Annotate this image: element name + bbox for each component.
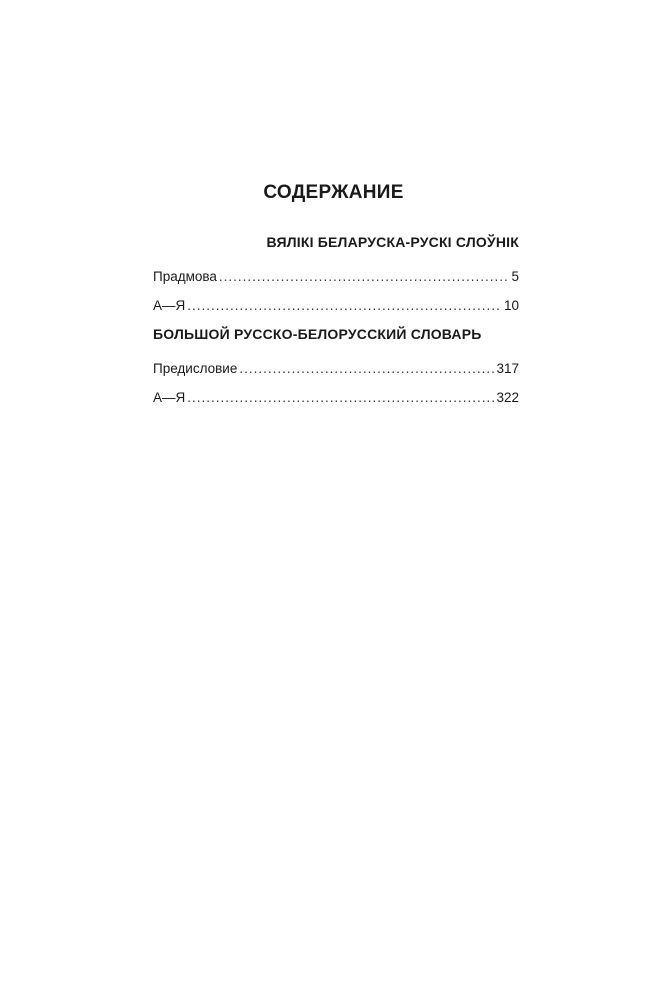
dot-leader xyxy=(219,265,510,289)
toc-entry-label: Предисловие xyxy=(153,361,238,376)
page-title: СОДЕРЖАНИЕ xyxy=(263,182,404,203)
toc-entry-page-number: 5 xyxy=(511,269,519,284)
dot-leader xyxy=(187,386,494,410)
toc-entry-label: А—Я xyxy=(153,298,186,313)
section-heading-russian-belarusian: БОЛЬШОЙ РУССКО-БЕЛОРУССКИЙ СЛОВАРЬ xyxy=(153,326,482,342)
toc-entry[interactable] xyxy=(153,386,519,410)
toc-entry-label: Прадмова xyxy=(153,269,217,284)
dot-leader xyxy=(187,294,502,318)
dot-leader xyxy=(239,357,494,381)
toc-entry[interactable] xyxy=(153,265,519,289)
toc-entry[interactable] xyxy=(153,294,519,318)
toc-entry-page-number: 322 xyxy=(496,390,519,405)
toc-entry-page-number: 317 xyxy=(496,361,519,376)
table-of-contents xyxy=(153,230,519,410)
toc-entry-label: А—Я xyxy=(153,390,186,405)
toc-entry[interactable] xyxy=(153,357,519,381)
toc-entry-page-number: 10 xyxy=(503,298,519,313)
section-heading-belarusian-russian: ВЯЛІКІ БЕЛАРУСКА-РУСКІ СЛОЎНІК xyxy=(266,234,519,250)
